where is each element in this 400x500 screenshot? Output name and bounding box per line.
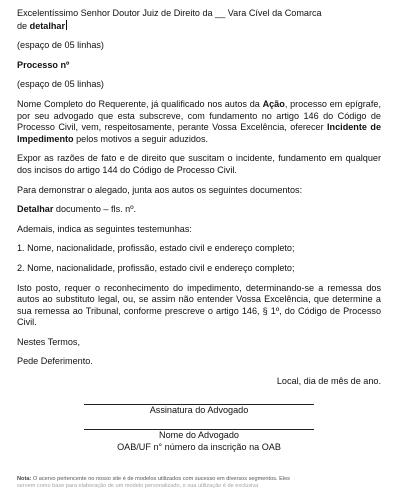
footer-note bbox=[17, 476, 381, 490]
intro-text-a: Nome Completo do Requerente, já qualificado nos autos da bbox=[17, 98, 263, 109]
signature-label: Assinatura do Advogado bbox=[149, 404, 249, 415]
oab-number: OAB/UF n° número da inscrição na OAB bbox=[117, 441, 281, 452]
acao-bold: Ação bbox=[262, 98, 285, 109]
document-item-text: documento – fls. nº. bbox=[53, 204, 137, 215]
intro-text-c: pelos motivos a seguir aduzidos. bbox=[73, 133, 209, 144]
address-de: de bbox=[17, 20, 30, 31]
closing-terms: Nestes Termos, bbox=[17, 336, 81, 347]
incidente-bold: Incidente de Impedimento bbox=[17, 122, 381, 144]
closing-deferimento: Pede Deferimento. bbox=[17, 356, 93, 367]
facts-paragraph: Expor as razões de fato e de direito que suscitam o incidente, fundamento em qualquer dos incisos do artigo 144 do Código de Processo Civil. bbox=[17, 153, 381, 175]
processo-heading: Processo nº bbox=[17, 59, 70, 70]
witness-1: 1. Nome, nacionalidade, profissão, estado civil e endereço completo; bbox=[17, 243, 295, 254]
note-label: Nota: bbox=[17, 476, 32, 482]
note-text: O acervo pertencente no nosso site é de modelos utilizados com sucesso em diversos segmentos. Eles bbox=[31, 476, 290, 482]
text-cursor bbox=[66, 20, 67, 30]
address-placeholder: detalhar bbox=[29, 20, 66, 31]
lawyer-name: Nome do Advogado bbox=[159, 430, 239, 441]
address-text: Excelentíssimo Senhor Doutor Juiz de Direito da __ Vara Cível da Comarca bbox=[17, 8, 322, 18]
document-placeholder: Detalhar bbox=[17, 204, 54, 215]
address-line bbox=[17, 8, 381, 32]
document-item bbox=[17, 204, 381, 216]
space-note-1: (espaço de 05 linhas) bbox=[17, 40, 104, 51]
witnesses-intro: Ademais, indica as seguintes testemunhas: bbox=[17, 223, 192, 234]
space-note-2: (espaço de 05 linhas) bbox=[17, 79, 104, 90]
intro-paragraph bbox=[17, 99, 381, 145]
place-date: Local, dia de mês de ano. bbox=[276, 376, 381, 387]
intro-text-b: , processo em epígrafe, por seu advogado que esta subscreve, com fundamento no artigo 146 do Código de Processo Civil, vem, respeitosamente, perante Vossa Excelência, oferecer bbox=[17, 98, 381, 133]
request-paragraph: Isto posto, requer o reconhecimento do impedimento, determinando-se a remessa dos autos ao substituto legal, ou, se assim não entender Vossa Excelência, que determine a sua remessa ao Tribunal, conforme prescreve o artigo 146, § 1º, do Código de Processo Civil. bbox=[17, 282, 381, 328]
note-text-2: servem como base para elaboração de um modelo personalizado, e sua utilização é de exclusiva bbox=[17, 483, 259, 490]
witness-2: 2. Nome, nacionalidade, profissão, estado civil e endereço completo; bbox=[17, 262, 295, 273]
documents-intro: Para demonstrar o alegado, junta aos autos os seguintes documentos: bbox=[17, 184, 303, 195]
